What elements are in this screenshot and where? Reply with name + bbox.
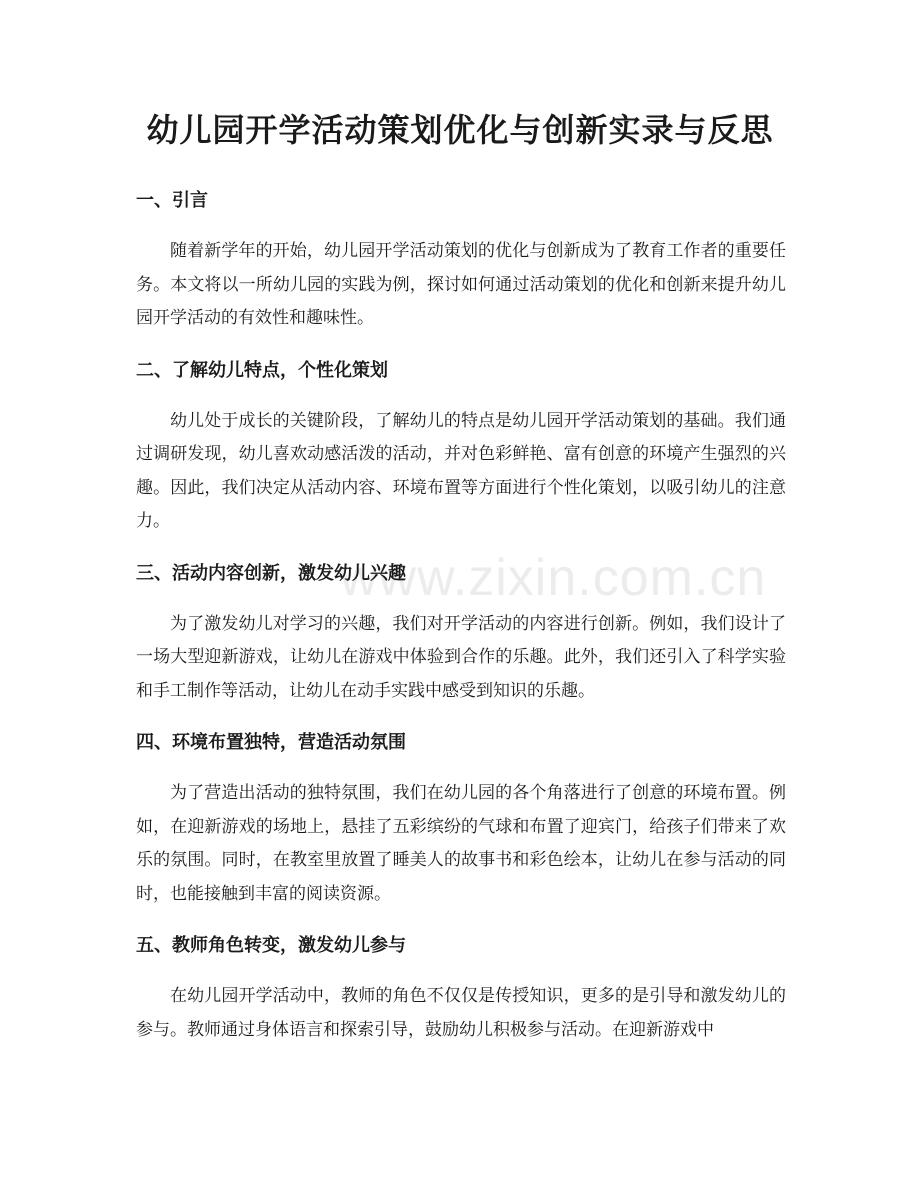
page-title: 幼儿园开学活动策划优化与创新实录与反思 (146, 111, 774, 149)
section-heading-content: 三、活动内容创新，激发幼儿兴趣 (136, 562, 406, 584)
section-paragraph-content: 为了激发幼儿对学习的兴趣，我们对开学活动的内容进行创新。例如，我们设计了一场大型迎新游戏，让幼儿在游戏中体验到合作的乐趣。此外，我们还引入了科学实验和手工制作等活动，让幼儿在动手实践中感受到知识的乐趣。 (136, 613, 786, 701)
section-paragraph-intro: 随着新学年的开始，幼儿园开学活动策划的优化与创新成为了教育工作者的重要任务。本文将以一所幼儿园的实践为例，探讨如何通过活动策划的优化和创新来提升幼儿园开学活动的有效性和趣味性。 (136, 241, 786, 328)
section-paragraph-understand: 幼儿处于成长的关键阶段，了解幼儿的特点是幼儿园开学活动策划的基础。我们通过调研发现，幼儿喜欢动感活泼的活动，并对色彩鲜艳、富有创意的环境产生强烈的兴趣。因此，我们决定从活动内容、环境布置等方面进行个性化策划，以吸引幼儿的注意力。 (136, 410, 786, 531)
section-heading-teacher: 五、教师角色转变，激发幼儿参与 (136, 935, 406, 956)
document-body (136, 186, 786, 1047)
section-heading-environment: 四、环境布置独特，营造活动氛围 (136, 732, 406, 753)
section-heading-intro: 一、引言 (136, 190, 208, 211)
section-paragraph-teacher: 在幼儿园开学活动中，教师的角色不仅仅是传授知识，更多的是引导和激发幼儿的参与。教师通过身体语言和探索引导，鼓励幼儿积极参与活动。在迎新游戏中 (136, 986, 786, 1040)
watermark: www.zixin.com.cn (340, 549, 767, 607)
section-heading-understand: 二、了解幼儿特点，个性化策划 (136, 359, 388, 381)
section-paragraph-environment: 为了营造出活动的独特氛围，我们在幼儿园的各个角落进行了创意的环境布置。例如，在迎新游戏的场地上，悬挂了五彩缤纷的气球和布置了迎宾门，给孩子们带来了欢乐的氛围。同时，在教室里放置了睡美人的故事书和彩色绘本，让幼儿在参与活动的同时，也能接触到丰富的阅读资源。 (136, 783, 786, 904)
